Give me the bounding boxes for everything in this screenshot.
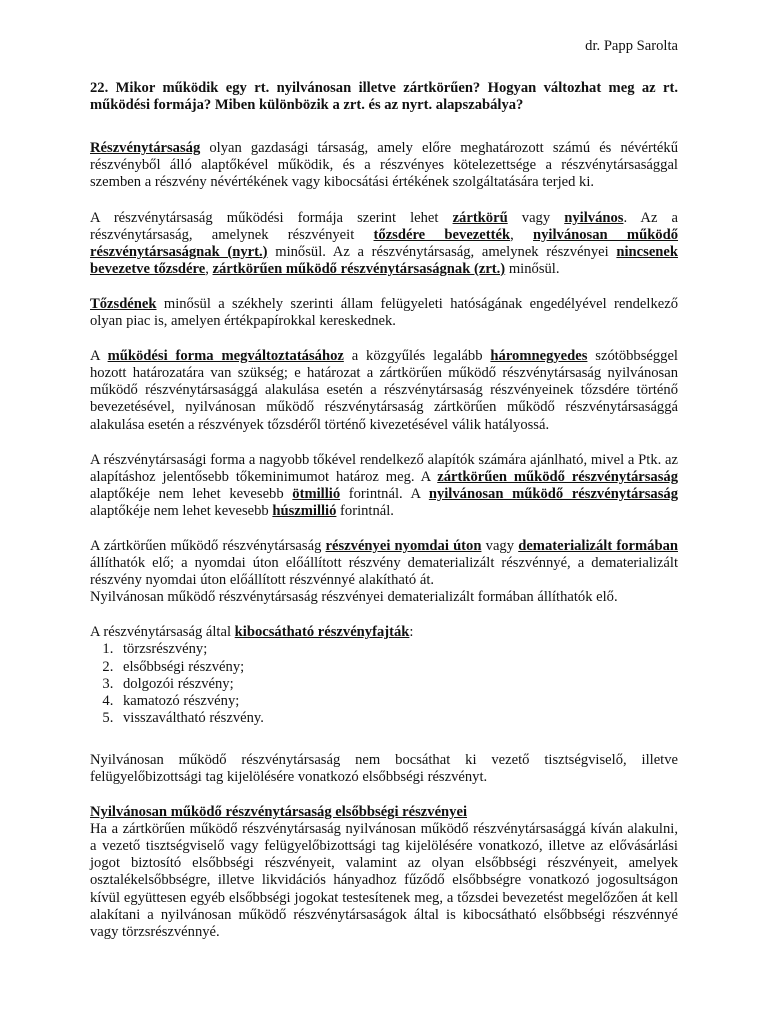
term-reszvenytarsasag: Részvénytársaság — [90, 140, 201, 157]
text-fragment: A részvénytársaság által — [90, 624, 235, 641]
definition-paragraph — [90, 140, 678, 191]
term-reszvenyfajtak: kibocsátható részvényfajták — [234, 624, 410, 641]
text-fragment: , — [510, 226, 534, 243]
text-fragment: A zártkörűen működő részvénytársaság — [90, 537, 326, 554]
term-nyrt-full: nyilvánosan működő részvénytársaság — [428, 485, 679, 502]
text-fragment: A részvénytársaság működési formája szerint lehet — [90, 209, 453, 226]
text-fragment: A részvénytársasági forma a nagyobb tőkével rendelkező alapítók számára ajánlható, mivel a Ptk. az alapításhoz jelentősebb tőkeminimumot határoz meg. A — [90, 451, 678, 485]
text-fragment: szótöbbséggel hozott határozatára van szükség; e határozat a zártkörűen működő részvénytársaság nyilvánosan működő részvénytársasággá alakulása esetén a részvénytársaság részvényeinek tőzsdére történő bevezetésével, nyilvánosan működő részvénytársaság zártkörűen működő részvénytársasággá alakulása esetén a részvények tőzsdéről történő kivezetésével válik hatályossá. — [90, 348, 678, 433]
form-change-paragraph — [90, 348, 678, 433]
text-fragment: minősül. Az a részvénytársaság, amelynek részvényei — [267, 243, 617, 260]
term-zrt-full: zártkörűen működő részvénytársaság — [437, 468, 678, 485]
term-haromnegyedes: háromnegyedes — [490, 348, 588, 365]
list-item: 4. kamatozó részvény; — [117, 693, 678, 710]
text-fragment: minősül. — [505, 260, 560, 277]
stock-exchange-paragraph — [90, 296, 678, 330]
text-fragment: . Az a részvénytársaság, amelynek részvényeit — [90, 209, 678, 243]
term-nyomdai-uton: részvényei nyomdai úton — [325, 537, 482, 554]
term-mukodesi-forma: működési forma megváltoztatásához — [107, 348, 344, 365]
capital-paragraph — [90, 452, 678, 520]
term-tozsdere-bevezettek: tőzsdére bevezették — [373, 226, 511, 243]
text-fragment: alaptőkéje nem lehet kevesebb — [90, 502, 273, 519]
term-zrt: zártkörűen működő részvénytársaságnak (zrt.) — [212, 260, 506, 277]
author-header: dr. Papp Sarolta — [585, 38, 678, 54]
operating-form-paragraph — [90, 210, 678, 278]
restriction-paragraph: Nyilvánosan működő részvénytársaság nem bocsáthat ki vezető tisztségviselő, illetve felügyelőbizottsági tag kijelölésére vonatkozó elsőbbségi részvényt. — [90, 751, 678, 785]
term-tozsdenek: Tőzsdének — [90, 295, 157, 312]
list-item: 2. elsőbbségi részvény; — [117, 659, 678, 676]
text-fragment: forintnál. — [336, 502, 394, 519]
term-zartkoru: zártkörű — [452, 209, 508, 226]
term-dematerializalt: dematerializált formában — [518, 537, 679, 554]
text-fragment: , — [205, 260, 213, 277]
text-fragment: vagy — [507, 209, 565, 226]
share-types-list — [90, 641, 678, 726]
share-form-paragraph — [90, 538, 678, 589]
list-item: 5. visszaváltható részvény. — [117, 710, 678, 727]
text-fragment: A — [90, 348, 108, 365]
term-nyilvanos: nyilvános — [564, 209, 624, 226]
nyrt-share-form-paragraph: Nyilvánosan működő részvénytársaság részvényei dematerializált formában állíthatók elő. — [90, 589, 618, 606]
list-item: 3. dolgozói részvény; — [117, 676, 678, 693]
term-nyrt: nyilvánosan működő részvénytársaságnak (nyrt.) — [90, 226, 679, 260]
text-fragment: állíthatók elő; a nyomdai úton előállított részvény dematerializált részvénnyé, a dematerializált részvény nyomdai úton előállított részvénnyé alakítható át. — [90, 555, 678, 589]
text-fragment: vagy — [481, 537, 519, 554]
term-otmillio: ötmillió — [292, 485, 341, 502]
section-body: Ha a zártkörűen működő részvénytársaság nyilvánosan működő részvénytársasággá kíván alakulni, a vezető tisztségviselő vagy felügyelőbizottsági tag kijelölésére vonatkozó, illetve az elővásárlási jogot biztosító elsőbbségi részvényeit, valamint az olyan elsőbbségi részvényeit, amelyek osztalékelsőbbségre, illetve likvidációs hányadhoz fűződő elsőbbségre vonatkozó jogosultságon kívül együttesen egyéb elsőbbségi jogokat testesítenek meg, a tőzsdei bevezetést megelőzően át kell alakítani a nyilvánosan működő részvénytársaságok által is kibocsátható elsőbbségi részvénnyé vagy törzsrészvénnyé. — [90, 821, 678, 940]
text-fragment: : — [409, 624, 414, 641]
document-page — [90, 38, 678, 959]
text-fragment: minősül a székhely szerinti állam felügyeleti hatóságának engedélyével rendelkező olyan piac is, amelyen értékpapírokkal kereskednek. — [90, 295, 678, 330]
list-item: 1. törzsrészvény; — [117, 641, 678, 658]
text-fragment: alaptőkéje nem lehet kevesebb — [90, 485, 293, 502]
share-types-intro — [90, 624, 678, 641]
text-fragment: a közgyűlés legalább — [343, 348, 491, 365]
term-nincsenek-bevezetve: nincsenek bevezetve tőzsdére — [90, 243, 679, 277]
term-huszmillio: húszmillió — [272, 502, 337, 519]
text-fragment: olyan gazdasági társaság, amely előre meghatározott számú és névértékű részvényből álló alaptőkével működik, és a részvényes kötelezettsége a részvénytársasággal szemben a részvény névértékének vagy kibocsátási értékének szolgáltatására terjed ki. — [90, 140, 678, 191]
text-fragment: forintnál. A — [340, 485, 429, 502]
question-title: 22. Mikor működik egy rt. nyilvánosan illetve zártkörűen? Hogyan változhat meg az rt. működési formája? Miben különbözik a zrt. és az nyrt. alapszabálya? — [90, 80, 678, 114]
section-heading: Nyilvánosan működő részvénytársaság elsőbbségi részvényei — [90, 804, 468, 821]
